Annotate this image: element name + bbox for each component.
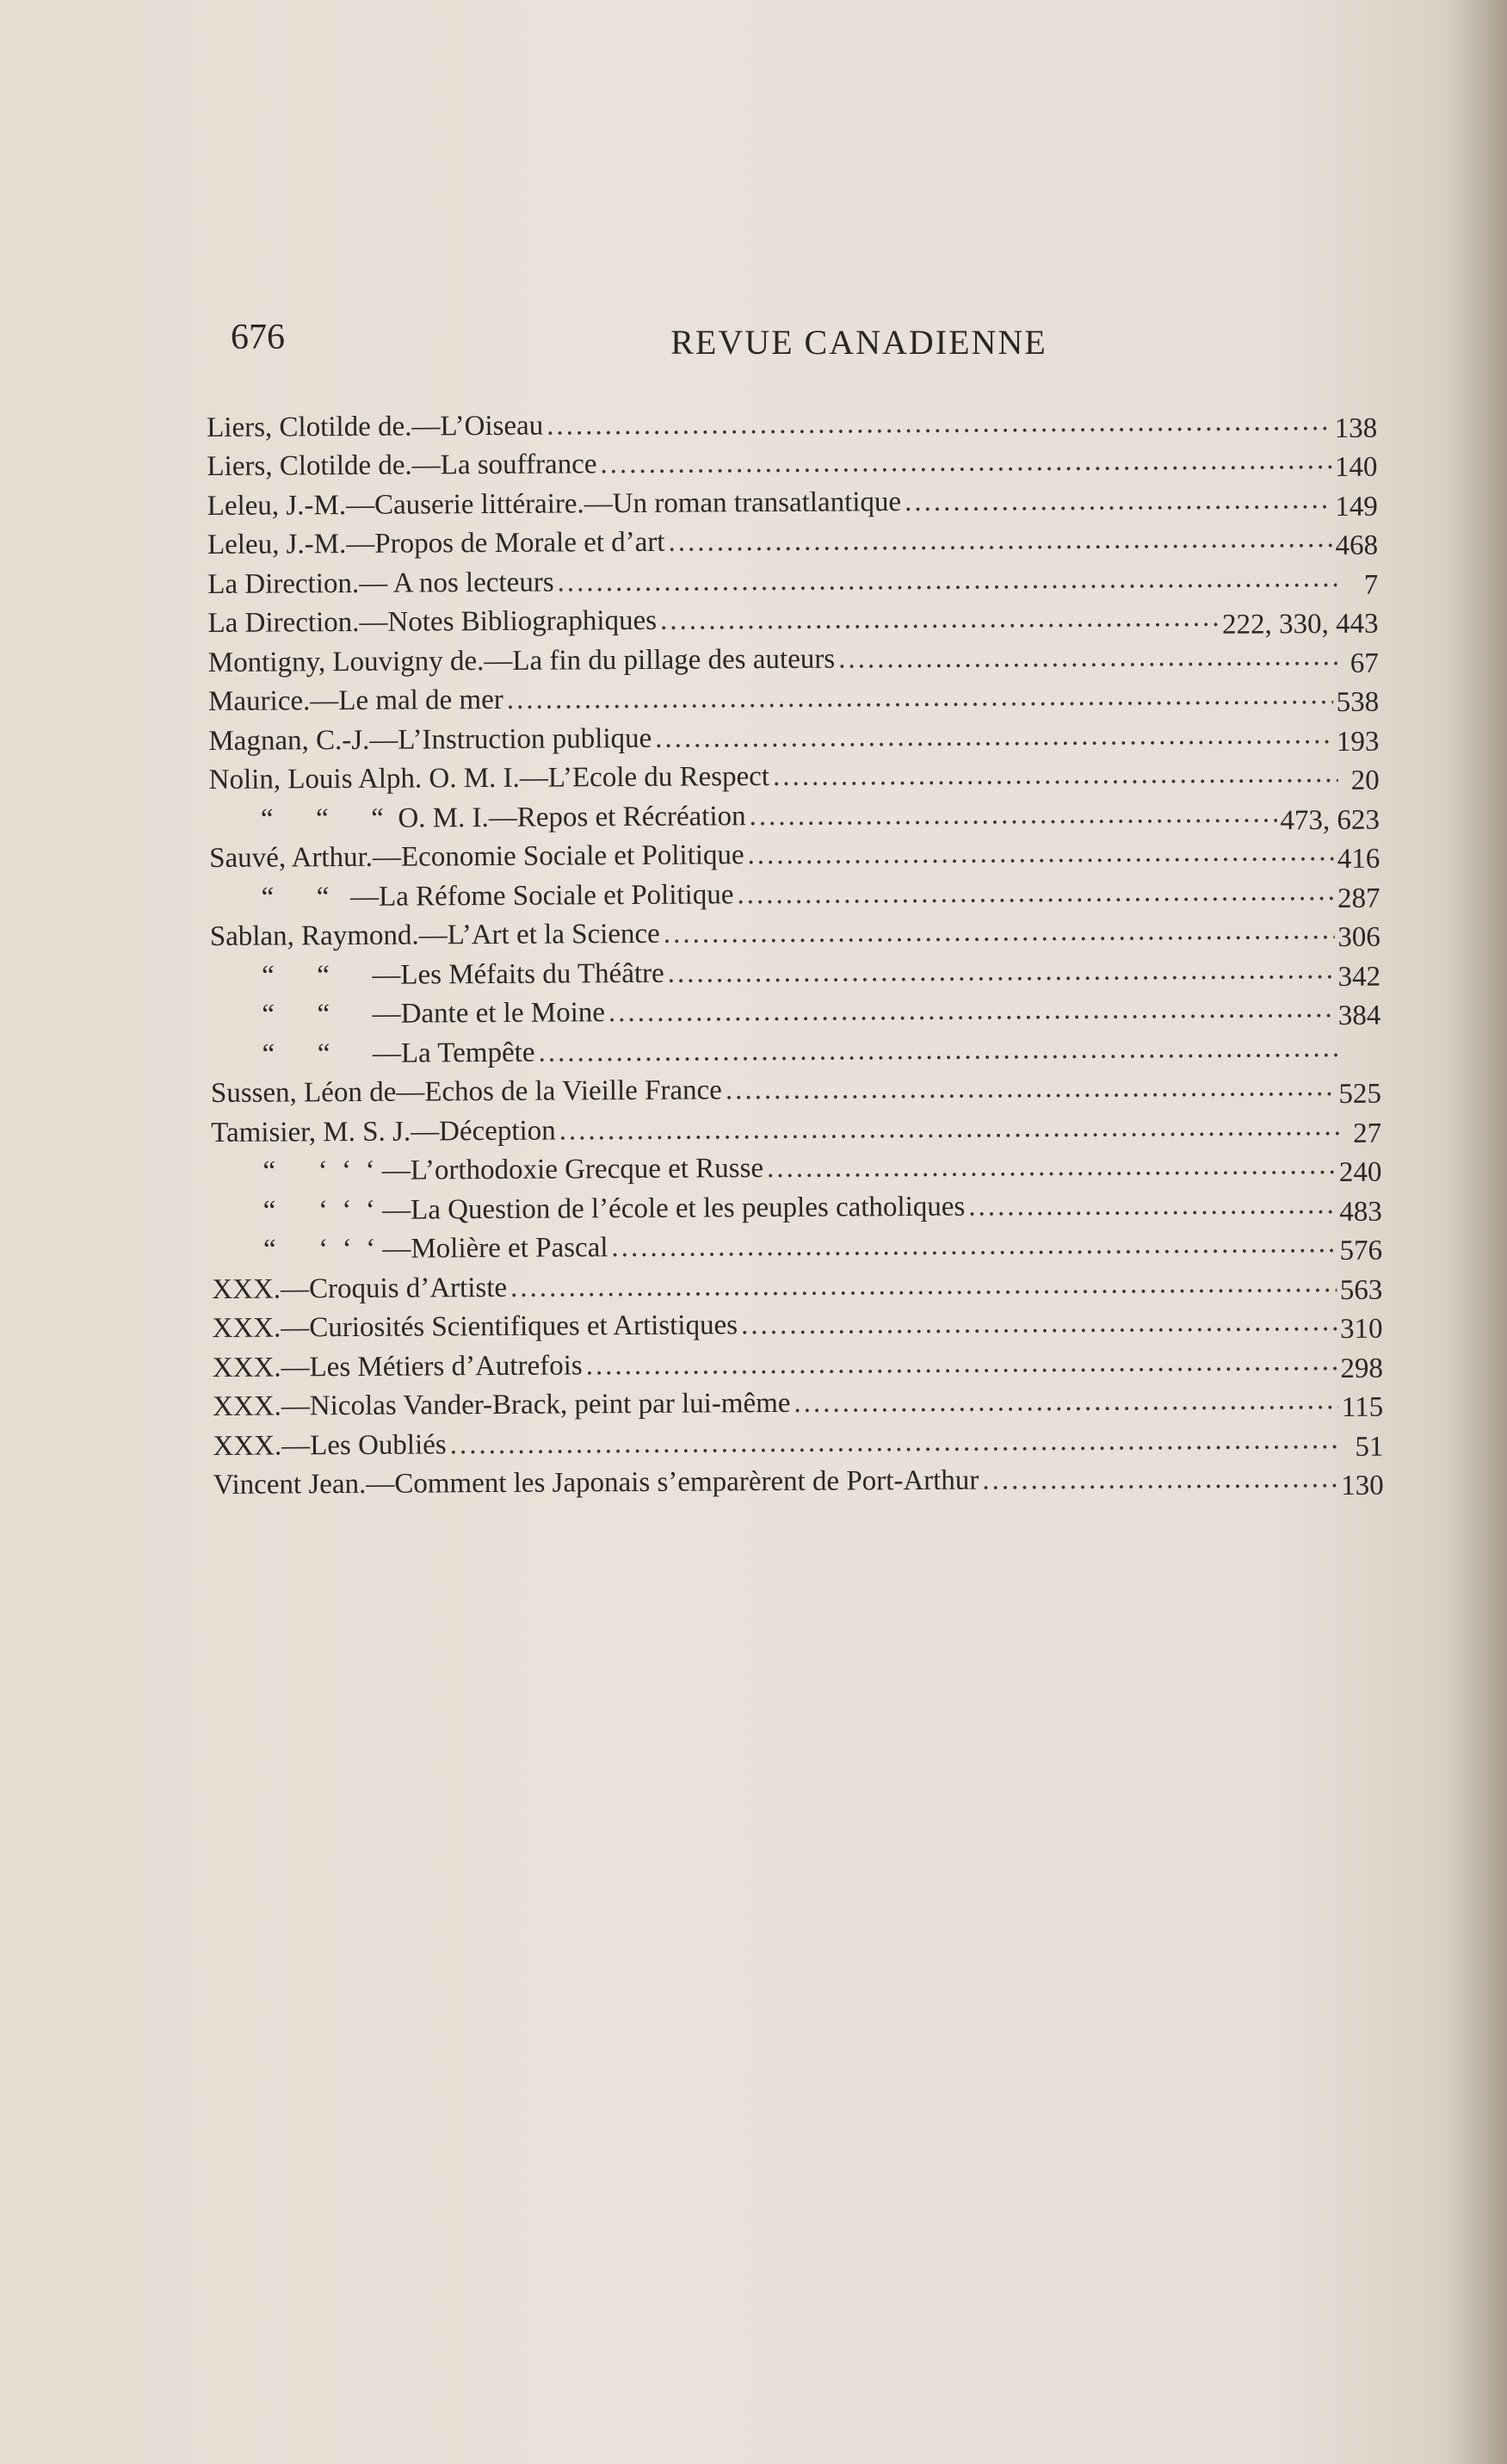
entry-pages: 140 [1334, 451, 1378, 483]
index-entry [213, 1415, 1383, 1461]
index-entry [212, 1179, 1382, 1226]
running-title: REVUE CANADIENNE [670, 323, 1047, 362]
index-entry [207, 553, 1378, 599]
entry-pages: 306 [1337, 921, 1380, 953]
entry-title: Sablan, Raymond.—L’Art et la Science [209, 918, 660, 952]
index-entry [210, 905, 1380, 951]
index-entry [210, 944, 1380, 991]
dot-leader [600, 446, 1331, 479]
ditto-marks: “ ‘ ‘ ‘ [262, 1155, 382, 1187]
entry-pages: 468 [1335, 529, 1379, 561]
entry-pages: 7 [1363, 569, 1379, 601]
ditto-marks: “ ‘ ‘ ‘ [262, 1194, 383, 1227]
entry-title: La Direction.—Notes Bibliographiques [207, 604, 658, 639]
entry-pages: 298 [1340, 1353, 1383, 1384]
index-entry [207, 513, 1378, 560]
entry-title: Leleu, J.-M.—Causerie littéraire.—Un roman transatlantique [207, 486, 902, 522]
entry-pages: 538 [1336, 686, 1380, 718]
ditto-marks: “ “ [262, 998, 373, 1031]
entry-pages: 51 [1355, 1431, 1384, 1463]
entry-title: Nolin, Louis Alph. O. M. I.—L’Ecole du Respect [208, 761, 770, 796]
page-header [231, 310, 1384, 370]
entry-pages: 149 [1335, 491, 1378, 523]
index-entry [208, 670, 1379, 716]
dot-leader [726, 1073, 1336, 1105]
dot-leader [968, 1191, 1336, 1222]
entry-pages: 525 [1338, 1078, 1382, 1110]
index-list [207, 396, 1384, 1500]
index-entry [207, 591, 1379, 641]
dot-leader [559, 1111, 1341, 1145]
index-entry [213, 1336, 1383, 1383]
entry-pages: 67 [1350, 647, 1379, 679]
index-entry [211, 1101, 1381, 1148]
entry-pages: 115 [1341, 1391, 1384, 1423]
entry-title: Sauvé, Arthur.—Economie Sociale et Politique [209, 839, 744, 874]
entry-title: XXX.—Nicolas Vander-Brack, peint par lui-même [213, 1387, 791, 1422]
entry-title: XXX.—Les Oubliés [213, 1428, 447, 1462]
index-entry [213, 1453, 1384, 1500]
entry-pages: 384 [1337, 1000, 1381, 1031]
dot-leader [547, 407, 1331, 441]
entry-pages: 416 [1337, 843, 1380, 875]
index-entry [211, 1062, 1381, 1108]
entry-title: —L’orthodoxie Grecque et Russe [381, 1153, 764, 1186]
entry-title: —Molière et Pascal [382, 1232, 608, 1265]
dot-leader [773, 759, 1338, 791]
ditto-marks: “ ‘ ‘ ‘ [262, 1233, 383, 1266]
entry-title: XXX.—Croquis d’Artiste [212, 1272, 508, 1305]
index-entry [208, 709, 1379, 756]
dot-leader [905, 486, 1331, 517]
entry-pages: 342 [1337, 961, 1381, 993]
ditto-marks: “ “ [262, 1037, 374, 1070]
entry-title: La Direction.— A nos lecteurs [207, 566, 554, 600]
entry-pages: 193 [1336, 726, 1380, 758]
entry-pages: 473, 623 [1280, 804, 1380, 836]
entry-title: Sussen, Léon de—Echos de la Vieille France [210, 1074, 722, 1109]
index-entry [209, 826, 1380, 873]
entry-pages: 240 [1338, 1156, 1382, 1188]
entry-title: —La Question de l’école et les peuples catholiques [381, 1191, 966, 1226]
index-entry [210, 983, 1380, 1030]
dot-leader [668, 524, 1331, 557]
entry-title: XXX.—Curiosités Scientifiques et Artistiques [212, 1309, 738, 1344]
dot-leader [655, 721, 1333, 753]
dot-leader [741, 1308, 1337, 1340]
entry-title: Magnan, C.-J.—L’Instruction publique [208, 722, 652, 757]
entry-title: Leleu, J.-M.—Propos de Morale et d’art [207, 526, 665, 560]
index-entry [207, 474, 1378, 521]
dot-leader [794, 1386, 1338, 1418]
entry-title: XXX.—Les Métiers d’Autrefois [212, 1349, 583, 1384]
page-edge-shadow [1447, 0, 1507, 2464]
dot-leader [767, 1151, 1336, 1183]
entry-title: Montigny, Louvigny de.—La fin du pillage des auteurs [207, 643, 836, 678]
index-entry [209, 748, 1380, 795]
index-entry [212, 1218, 1382, 1265]
entry-pages: 20 [1350, 765, 1380, 796]
index-entry [209, 788, 1380, 834]
entry-pages: 130 [1341, 1470, 1384, 1501]
dot-leader [748, 838, 1334, 870]
entry-pages: 27 [1353, 1117, 1382, 1149]
page-number: 676 [231, 318, 285, 357]
index-entry [211, 1140, 1381, 1186]
entry-pages: 287 [1337, 882, 1380, 914]
entry-title: Maurice.—Le mal de mer [208, 684, 503, 717]
dot-leader [982, 1464, 1337, 1495]
entry-pages: 310 [1339, 1313, 1383, 1345]
entry-pages: 222, 330, 443 [1221, 608, 1379, 641]
entry-pages: 576 [1339, 1235, 1383, 1266]
entry-pages: 563 [1339, 1274, 1383, 1306]
dot-leader [611, 1229, 1336, 1262]
dot-leader [838, 641, 1337, 673]
entry-title: Vincent Jean.—Comment les Japonais s’emparèrent de Port-Arthur [213, 1464, 979, 1501]
index-entry [207, 396, 1377, 443]
entry-title: Liers, Clotilde de.—La souffrance [207, 449, 597, 482]
entry-title: Tamisier, M. S. J.—Déception [211, 1115, 556, 1148]
entry-title: O. M. I.—Repos et Récréation [398, 800, 746, 834]
entry-title: —La Tempête [372, 1037, 535, 1069]
ditto-marks: “ “ “ [260, 802, 398, 835]
dot-leader [749, 799, 1276, 831]
dot-leader [586, 1347, 1337, 1379]
index-entry [209, 866, 1380, 913]
entry-title: —La Réfome Sociale et Politique [349, 878, 734, 913]
index-entry [212, 1258, 1382, 1304]
entry-pages: 138 [1334, 412, 1378, 444]
dot-leader [660, 604, 1219, 635]
dot-leader [558, 563, 1337, 597]
ditto-marks: “ “ [261, 881, 351, 913]
ditto-marks: “ “ [261, 959, 373, 992]
index-entry [208, 631, 1379, 678]
index-entry [210, 1023, 1380, 1069]
entry-pages: 483 [1339, 1196, 1382, 1228]
index-entry [212, 1297, 1382, 1343]
dot-leader [608, 994, 1335, 1027]
dot-leader [737, 877, 1334, 909]
index-entry [207, 435, 1377, 481]
dot-leader [668, 956, 1335, 988]
entry-title: —Dante et le Moine [372, 997, 606, 1030]
index-entry [213, 1375, 1383, 1421]
entry-title: Liers, Clotilde de.—L’Oiseau [207, 410, 544, 443]
entry-title: —Les Méfaits du Théâtre [372, 957, 664, 991]
dot-leader [664, 916, 1335, 949]
